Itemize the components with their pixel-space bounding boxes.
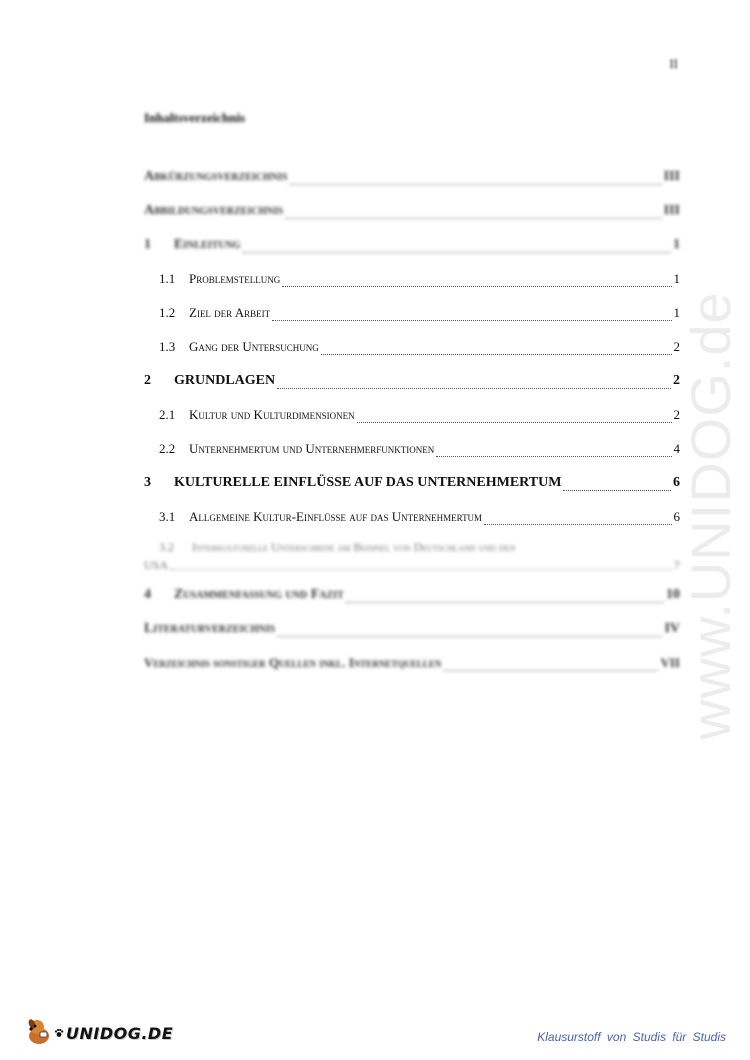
watermark: www.UNIDOG.de xyxy=(679,291,742,740)
toc-entry-page: 6 xyxy=(673,509,680,524)
toc-leader-dots xyxy=(277,388,671,389)
toc-entry-interkulturelle-unterschiede xyxy=(144,534,680,578)
toc-entry-page: III xyxy=(663,169,680,184)
toc-entry-literaturverzeichnis xyxy=(144,612,680,646)
toc-leader-dots xyxy=(282,286,671,287)
dog-mascot-icon xyxy=(24,1016,54,1051)
toc-entry-page: 2 xyxy=(673,407,680,422)
toc-leader-dots xyxy=(321,354,672,355)
toc-entry-page: 7 xyxy=(674,558,680,572)
toc-entry-label: GRUNDLAGEN xyxy=(174,373,276,388)
toc-entry-unternehmertum xyxy=(144,432,680,466)
toc-entry-page: 6 xyxy=(673,475,680,490)
toc-title: Inhaltsverzeichnis xyxy=(144,110,246,125)
toc-entry-number: 3 xyxy=(144,475,151,490)
toc-entry-number: 2.2 xyxy=(159,441,176,456)
toc-leader-dots xyxy=(484,524,671,525)
toc-entry-page: 1 xyxy=(673,271,680,286)
toc-leader-dots xyxy=(357,422,672,423)
toc-entry-label: Unternehmertum und Unternehmerfunktionen xyxy=(189,441,435,456)
toc-entry-number: 1.1 xyxy=(159,271,176,286)
toc-entry-zusammenfassung xyxy=(144,578,680,612)
logo-text: UNIDOG.DE xyxy=(66,1024,174,1043)
toc-entry-label: Literaturverzeichnis xyxy=(144,621,276,636)
toc-leader-dots xyxy=(285,218,662,219)
toc-entry-kulturelle-einfluesse xyxy=(144,466,680,500)
toc-entry-page: 2 xyxy=(673,373,680,388)
page-number: II xyxy=(669,56,678,71)
toc-entry-label: Interkulturelle Unterschiede am Beispiel von Deutschland und den xyxy=(192,540,516,554)
toc-entry-number: 3.1 xyxy=(159,509,176,524)
toc-entry-label: Zusammenfassung und Fazit xyxy=(174,587,344,602)
toc-entry-ziel-der-arbeit xyxy=(144,296,680,330)
toc-leader-dots xyxy=(443,670,658,671)
toc-entry-number: 2 xyxy=(144,373,151,388)
toc-entry-allgemeine-kultur-einfluesse xyxy=(144,500,680,534)
toc-entry-page: 1 xyxy=(673,305,680,320)
toc-entry-grundlagen xyxy=(144,364,680,398)
table-of-contents xyxy=(144,160,680,680)
toc-leader-dots xyxy=(346,602,664,603)
toc-entry-label: Ziel der Arbeit xyxy=(189,305,271,320)
toc-leader-dots xyxy=(170,569,672,570)
toc-entry-label: Abkürzungsverzeichnis xyxy=(144,169,288,184)
toc-entry-einleitung xyxy=(144,228,680,262)
toc-entry-label: Einleitung xyxy=(174,237,241,252)
paw-icon xyxy=(54,1025,64,1043)
toc-leader-dots xyxy=(289,184,661,185)
toc-entry-sonstige-quellen xyxy=(144,646,680,680)
toc-entry-page: IV xyxy=(664,621,680,636)
toc-entry-number: 2.1 xyxy=(159,407,176,422)
unidog-logo[interactable] xyxy=(24,1016,173,1051)
toc-entry-kultur-und-kulturdimensionen xyxy=(144,398,680,432)
toc-entry-number: 1.3 xyxy=(159,339,176,354)
toc-leader-dots xyxy=(272,320,671,321)
toc-entry-number: 3.2 xyxy=(159,540,174,554)
toc-entry-page: 2 xyxy=(673,339,680,354)
toc-entry-number: 1.2 xyxy=(159,305,176,320)
toc-entry-label: Allgemeine Kultur-Einflüsse auf das Unternehmertum xyxy=(189,509,483,524)
toc-leader-dots xyxy=(277,636,662,637)
toc-entry-label-continued: USA xyxy=(144,558,169,572)
toc-leader-dots xyxy=(243,252,671,253)
toc-entry-page: 1 xyxy=(673,237,680,252)
toc-entry-label: KULTURELLE EINFLÜSSE AUF DAS UNTERNEHMERTUM xyxy=(174,475,562,490)
toc-leader-dots xyxy=(563,490,671,491)
toc-entry-problemstellung xyxy=(144,262,680,296)
toc-entry-label: Abbildungsverzeichnis xyxy=(144,203,284,218)
toc-entry-page: 4 xyxy=(673,441,680,456)
toc-entry-page: III xyxy=(663,203,680,218)
toc-entry-label: Gang der Untersuchung xyxy=(189,339,319,354)
toc-entry-number: 4 xyxy=(144,587,151,602)
toc-entry-number: 1 xyxy=(144,237,151,252)
toc-entry-abkuerzungsverzeichnis xyxy=(144,160,680,194)
toc-entry-gang-der-untersuchung xyxy=(144,330,680,364)
toc-entry-page: 10 xyxy=(666,587,680,602)
toc-entry-label: Verzeichnis sonstiger Quellen inkl. Internetquellen xyxy=(144,655,442,670)
footer-tagline: Klausurstoff von Studis für Studis xyxy=(537,1030,726,1044)
toc-entry-page: VII xyxy=(660,655,680,670)
toc-entry-label: Problemstellung xyxy=(189,271,281,286)
toc-entry-abbildungsverzeichnis xyxy=(144,194,680,228)
toc-leader-dots xyxy=(436,456,671,457)
toc-entry-label: Kultur und Kulturdimensionen xyxy=(189,407,355,422)
